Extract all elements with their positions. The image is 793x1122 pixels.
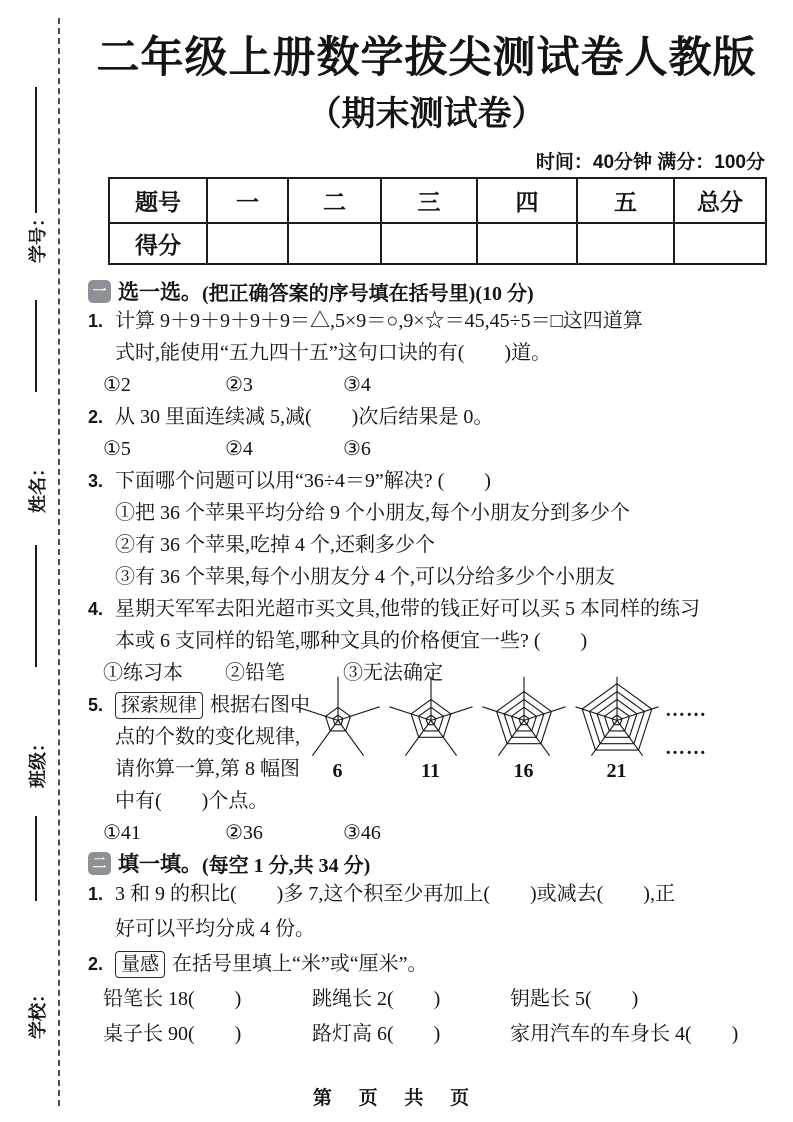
- page-footer: 第 页 共 页: [312, 1088, 481, 1109]
- score-table: [108, 177, 767, 265]
- question-2: [88, 401, 765, 465]
- spider-web-row: [291, 675, 765, 782]
- web-point-count: 21: [606, 760, 627, 782]
- score-blank-cell: [207, 223, 288, 264]
- option-2: ②36: [225, 822, 263, 844]
- spider-web-drawing: [570, 675, 663, 762]
- spider-web-figure: [570, 675, 663, 782]
- fill-question-1: [88, 877, 765, 947]
- question-number: 1.: [88, 311, 104, 331]
- question-text: 点的个数的变化规律,: [115, 726, 300, 748]
- option-3: ③46: [343, 822, 381, 844]
- score-blank-cell: [381, 223, 477, 264]
- spider-web-figure: [477, 675, 570, 782]
- score-table-header-cell: 总分: [674, 178, 766, 223]
- page-subtitle: （期末测试卷）: [307, 95, 546, 133]
- spider-web-drawing: [291, 675, 384, 762]
- section-two-icon: 二: [88, 852, 111, 875]
- question-text: 从 30 里面连续减 5,减( )次后结果是 0。: [115, 406, 494, 428]
- explore-pattern-badge: 探索规律: [115, 692, 203, 719]
- section-one: [88, 277, 765, 849]
- option-3: ③4: [343, 374, 371, 396]
- score-table-score-row: [109, 223, 766, 264]
- paper-content: [88, 0, 765, 1052]
- option-2: ②有 36 个苹果,吃掉 4 个,还剩多少个: [115, 534, 435, 556]
- fold-dashed-line: [58, 18, 60, 1106]
- score-table-header-cell: 题号: [109, 178, 207, 223]
- option-2: ②铅笔: [225, 662, 285, 684]
- class-label: 班级：: [28, 734, 48, 788]
- score-blank-cell: [674, 223, 766, 264]
- question-text: 根据右图中: [210, 694, 311, 716]
- web-point-count: 6: [332, 760, 343, 782]
- question-text: 下面哪个问题可以用“36÷4＝9”解决? ( ): [115, 470, 491, 492]
- question-number: 4.: [88, 599, 104, 619]
- question-number: 2.: [88, 954, 104, 974]
- score-table-header-cell: 二: [288, 178, 381, 223]
- option-3: ③有 36 个苹果,每个小朋友分 4 个,可以分给多少个小朋友: [115, 566, 615, 588]
- section-one-icon: 一: [88, 280, 111, 303]
- question-text: 在括号里填上“米”或“厘米”。: [172, 953, 428, 975]
- question-number: 2.: [88, 407, 104, 427]
- question-text: 星期天军军去阳光超市买文具,他带的钱正好可以买 5 本同样的练习: [115, 598, 700, 620]
- fill-blank-item: 桌子长 90( ): [103, 1023, 242, 1045]
- score-table-header-row: [109, 178, 766, 223]
- school-label: 学校：: [28, 985, 48, 1039]
- spider-web-figure: [384, 675, 477, 782]
- question-1: [88, 305, 765, 401]
- spider-web-drawing: [477, 675, 570, 762]
- question-text: 本或 6 支同样的铅笔,哪种文具的价格便宜一些? ( ): [115, 630, 588, 652]
- fill-blank-item: 铅笔长 18( ): [103, 988, 242, 1010]
- fill-question-2: [88, 947, 765, 1052]
- ellipsis-dots: ……: [665, 737, 707, 759]
- option-2: ②3: [225, 374, 253, 396]
- section-one-header: [88, 277, 765, 305]
- fill-blank-item: 家用汽车的车身长 4( ): [510, 1023, 739, 1045]
- margin-blank-line: [35, 87, 37, 213]
- option-2: ②4: [225, 438, 253, 460]
- section-one-note: (把正确答案的序号填在括号里)(10 分): [202, 282, 534, 305]
- question-text: 计算 9＋9＋9＋9＋9＝△,5×9＝○,9×☆＝45,45÷5＝□这四道算: [115, 310, 643, 332]
- section-two-header: [88, 849, 765, 877]
- score-table-header-cell: 五: [577, 178, 674, 223]
- section-one-title: 选一选。: [118, 280, 202, 304]
- section-two-note: (每空 1 分,共 34 分): [202, 854, 371, 877]
- question-text: 中有( )个点。: [115, 790, 269, 812]
- option-1: ①41: [103, 822, 141, 844]
- score-table-header-cell: 一: [207, 178, 288, 223]
- question-text: 请你算一算,第 8 幅图: [115, 758, 300, 780]
- fill-blank-item: 跳绳长 2( ): [312, 988, 441, 1010]
- margin-blank-line: [35, 545, 37, 667]
- score-table-header-cell: 三: [381, 178, 477, 223]
- section-two: [88, 849, 765, 1052]
- question-number: 1.: [88, 884, 104, 904]
- option-1: ①5: [103, 438, 131, 460]
- question-number: 5.: [88, 695, 104, 715]
- option-1: ①2: [103, 374, 131, 396]
- question-number: 3.: [88, 471, 104, 491]
- score-blank-cell: [288, 223, 381, 264]
- exam-time-score-info: 时间：40分钟 满分：100分: [535, 152, 765, 173]
- score-blank-cell: [477, 223, 577, 264]
- web-point-count: 16: [513, 760, 534, 782]
- web-point-count: 11: [421, 760, 440, 782]
- question-text: 式时,能使用“五九四十五”这句口诀的有( )道。: [115, 342, 552, 364]
- ellipsis-dots: ……: [665, 699, 707, 721]
- student-number-label: 学号：: [28, 209, 48, 263]
- question-text: 好可以平均分成 4 份。: [115, 918, 315, 940]
- page-title: 二年级上册数学拔尖测试卷人教版: [96, 34, 757, 82]
- question-3: [88, 465, 765, 593]
- score-table-header-cell: 四: [477, 178, 577, 223]
- student-name-label: 姓名：: [28, 459, 48, 513]
- option-1: ①练习本: [103, 662, 183, 684]
- section-two-title: 填一填。: [118, 852, 202, 876]
- spider-web-figure-group: [291, 675, 765, 797]
- quantity-sense-badge: 量感: [115, 951, 165, 978]
- margin-blank-line: [35, 300, 37, 392]
- spider-web-drawing: [384, 675, 477, 762]
- option-3: ③6: [343, 438, 371, 460]
- score-blank-cell: [577, 223, 674, 264]
- question-text: 3 和 9 的积比( )多 7,这个积至少再加上( )或减去( ),正: [115, 883, 675, 905]
- spider-web-figure: [291, 675, 384, 782]
- question-5: [88, 689, 765, 849]
- fill-blank-item: 路灯高 6( ): [312, 1023, 441, 1045]
- fill-blank-item: 钥匙长 5( ): [510, 988, 639, 1010]
- option-1: ①把 36 个苹果平均分给 9 个小朋友,每个小朋友分到多少个: [115, 502, 630, 524]
- score-row-label: 得分: [109, 223, 207, 264]
- margin-blank-line: [35, 816, 37, 901]
- option-3: ③无法确定: [343, 662, 443, 684]
